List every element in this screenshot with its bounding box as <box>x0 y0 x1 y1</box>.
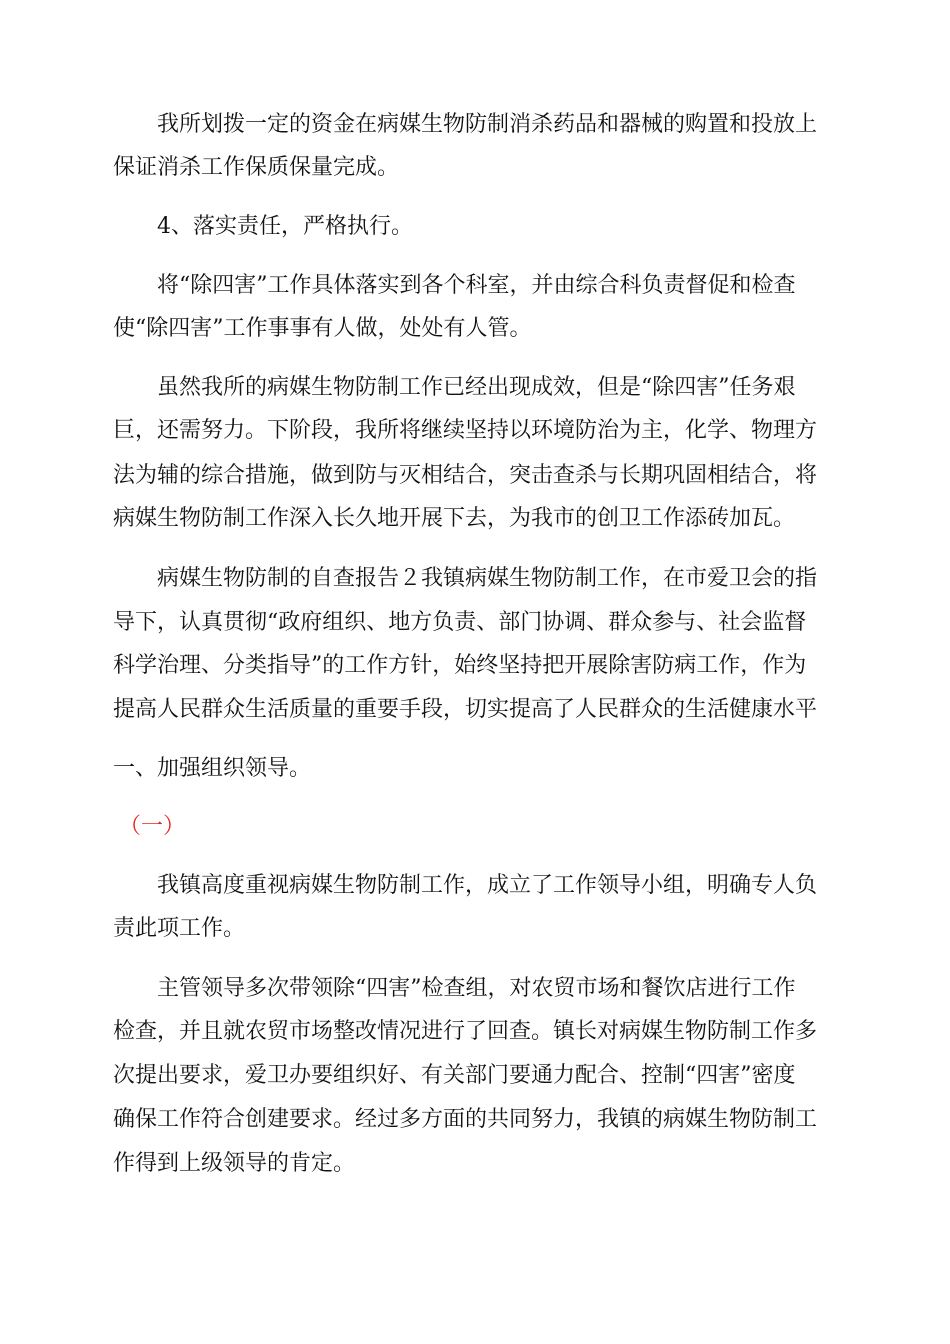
paragraph-4-line-4: 病媒生物防制工作深入长久地开展下去，为我市的创卫工作添砖加瓦。 <box>113 506 796 531</box>
paragraph-9-line-2: 检查，并且就农贸市场整改情况进行了回查。镇长对病媒生物防制工作多 <box>113 1019 818 1044</box>
paragraph-4-line-3: 法为辅的综合措施，做到防与灭相结合，突击查杀与长期巩固相结合，将 <box>113 463 818 488</box>
paragraph-8-line-2: 责此项工作。 <box>113 916 246 941</box>
paragraph-9-line-3: 次提出要求，爱卫办要组织好、有关部门要通力配合、控制“四害”密度 <box>113 1063 796 1088</box>
section-heading-1: 一、加强组织领导。 <box>113 756 312 781</box>
paragraph-5-line-4: 提高人民群众生活质量的重要手段，切实提高了人民群众的生活健康水平 <box>113 697 818 722</box>
paragraph-3-line-2: 使“除四害”工作事事有人做，处处有人管。 <box>113 316 532 341</box>
paragraph-9-line-1: 主管领导多次带领除“四害”检查组，对农贸市场和餐饮店进行工作 <box>157 976 796 1001</box>
paragraph-4-line-2: 巨，还需努力。下阶段，我所将继续坚持以环境防治为主，化学、物理方 <box>113 418 818 443</box>
section-heading-4: 4、落实责任，严格执行。 <box>157 214 413 239</box>
paragraph-5-line-1: 病媒生物防制的自查报告２我镇病媒生物防制工作，在市爱卫会的指 <box>157 566 818 591</box>
paragraph-3-line-1: 将“除四害”工作具体落实到各个科室，并由综合科负责督促和检查 <box>157 273 796 298</box>
paragraph-1-line-2: 保证消杀工作保质保量完成。 <box>113 155 400 180</box>
subsection-heading: （一） <box>119 814 186 839</box>
paragraph-9-line-4: 确保工作符合创建要求。经过多方面的共同努力，我镇的病媒生物防制工 <box>113 1107 818 1132</box>
paragraph-8-line-1: 我镇高度重视病媒生物防制工作，成立了工作领导小组，明确专人负 <box>157 873 818 898</box>
paragraph-4-line-1: 虽然我所的病媒生物防制工作已经出现成效，但是“除四害”任务艰 <box>157 375 796 400</box>
paragraph-5-line-2: 导下，认真贯彻“政府组织、地方负责、部门协调、群众参与、社会监督 <box>113 610 807 635</box>
paragraph-9-line-5: 作得到上级领导的肯定。 <box>113 1151 356 1176</box>
paragraph-5-line-3: 科学治理、分类指导”的工作方针，始终坚持把开展除害防病工作，作为 <box>113 653 807 678</box>
paragraph-1-line-1: 我所划拨一定的资金在病媒生物防制消杀药品和器械的购置和投放上 <box>157 112 818 137</box>
